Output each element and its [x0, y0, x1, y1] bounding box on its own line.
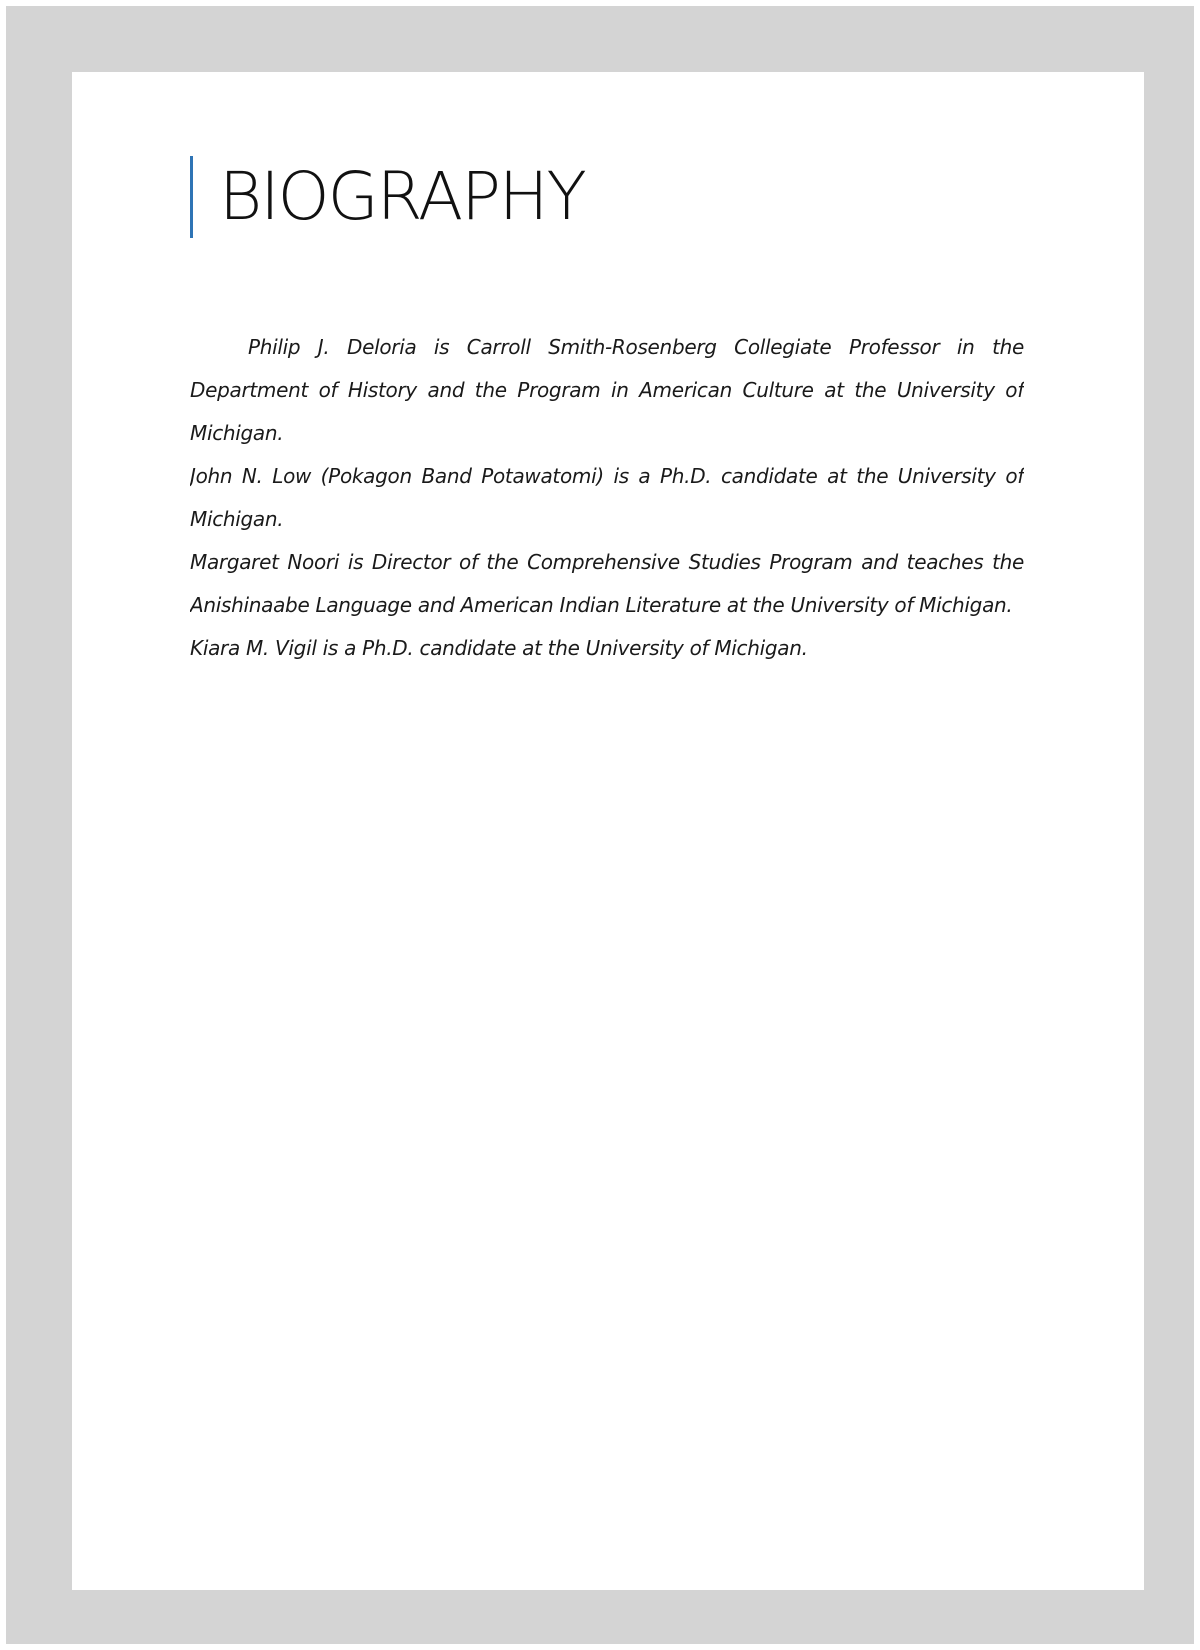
document-page — [72, 72, 1144, 1590]
biography-body — [190, 326, 1024, 670]
bio-paragraph-low: John N. Low (Pokagon Band Potawatomi) is a Ph.D. candidate at the University of Michigan. — [190, 464, 1024, 531]
bio-paragraph-vigil: Kiara M. Vigil is a Ph.D. candidate at the University of Michigan. — [190, 636, 808, 660]
bio-paragraph-noori: Margaret Noori is Director of the Comprehensive Studies Program and teaches the Anishinaabe Language and American Indian Literature at the University of Michigan. — [190, 550, 1024, 617]
bio-paragraph-deloria: Philip J. Deloria is Carroll Smith-Rosenberg Collegiate Professor in the Department of History and the Program in American Culture at the University of Michigan. — [190, 335, 1024, 445]
heading-block — [190, 156, 585, 238]
heading-accent-bar — [190, 156, 193, 238]
viewer-background — [6, 6, 1194, 1644]
page-title: BIOGRAPHY — [219, 158, 585, 235]
